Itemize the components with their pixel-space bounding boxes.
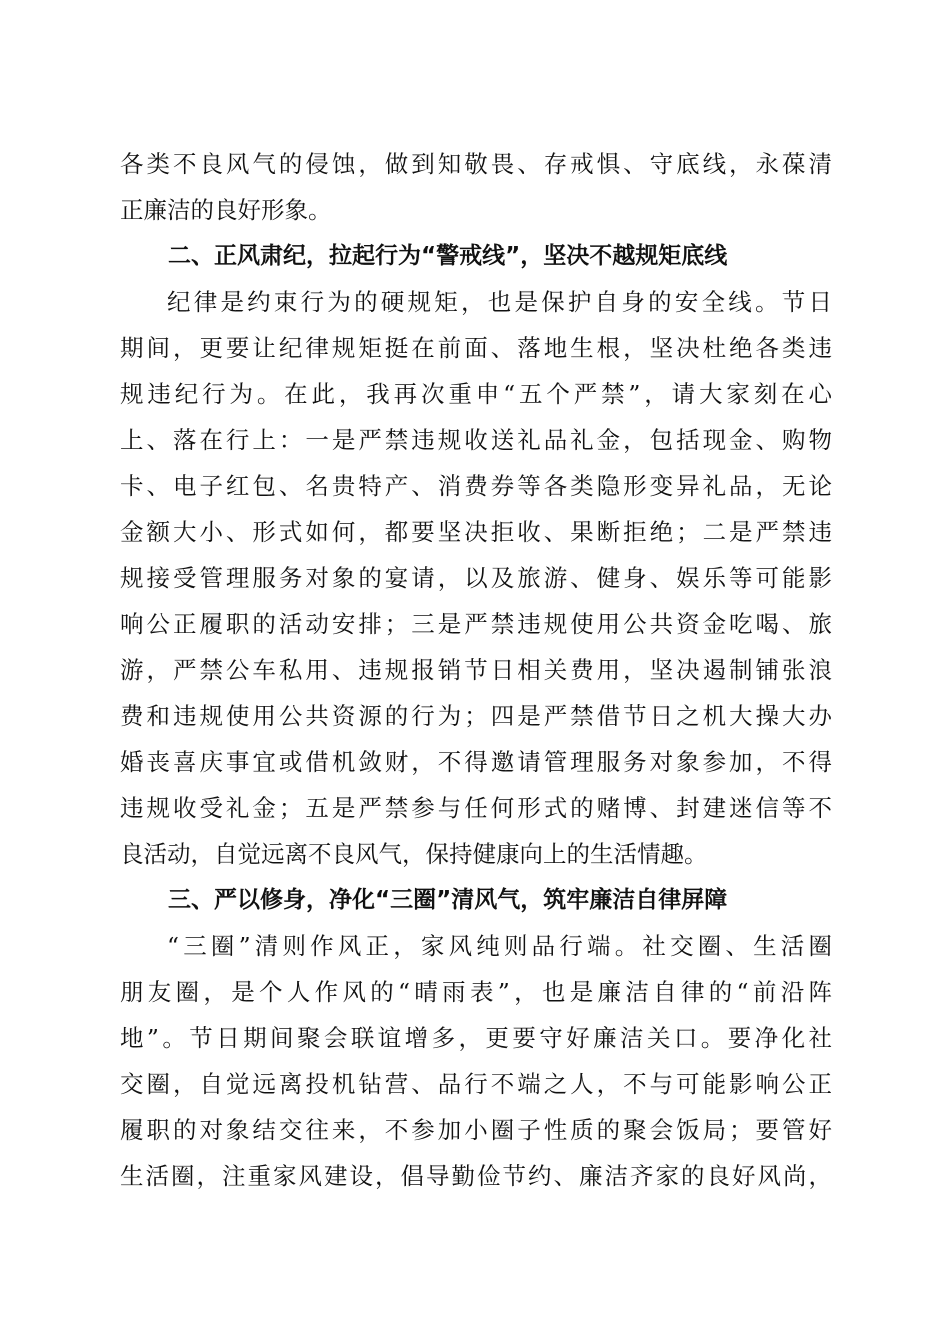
text-line: 正廉洁的良好形象。 (120, 196, 332, 224)
text-line: 卡、电子红包、名贵特产、消费券等各类隐形变异礼品，无论 (120, 472, 832, 500)
text-line: 履职的对象结交往来，不参加小圈子性质的聚会饭局；要管好 (120, 1116, 832, 1144)
section-2 (120, 233, 832, 877)
text-line: 良活动，自觉远离不良风气，保持健康向上的生活情趣。 (120, 840, 708, 868)
text-line: 金额大小、形式如何，都要坚决拒收、果断拒绝；二是严禁违 (120, 518, 832, 546)
text-line: “三圈”清则作风正，家风纯则品行端。社交圈、生活圈 (167, 932, 832, 960)
paragraph-continuation (120, 141, 832, 233)
section-3-heading: 三、严以修身，净化“三圈”清风气，筑牢廉洁自律屏障 (168, 887, 728, 913)
text-line: 规接受管理服务对象的宴请，以及旅游、健身、娱乐等可能影 (120, 564, 832, 592)
text-line: 游，严禁公车私用、违规报销节日相关费用，坚决遏制铺张浪 (120, 656, 832, 684)
text-line: 各类不良风气的侵蚀，做到知敬畏、存戒惧、守底线，永葆清 (120, 150, 832, 178)
text-line: 违规收受礼金；五是严禁参与任何形式的赌博、封建迷信等不 (120, 794, 832, 822)
text-line: 生活圈，注重家风建设，倡导勤俭节约、廉洁齐家的良好风尚， (120, 1162, 832, 1190)
text-line: 交圈，自觉远离投机钻营、品行不端之人，不与可能影响公正 (120, 1070, 832, 1098)
section-3 (120, 877, 832, 1199)
text-line: 规违纪行为。在此，我再次重申“五个严禁”，请大家刻在心 (120, 380, 832, 408)
text-line: 朋友圈，是个人作风的“晴雨表”，也是廉洁自律的“前沿阵 (120, 978, 832, 1006)
text-line: 婚丧喜庆事宜或借机敛财，不得邀请管理服务对象参加，不得 (120, 748, 832, 776)
section-2-heading: 二、正风肃纪，拉起行为“警戒线”，坚决不越规矩底线 (168, 243, 728, 269)
text-line: 期间，更要让纪律规矩挺在前面、落地生根，坚决杜绝各类违 (120, 334, 832, 362)
text-line: 响公正履职的活动安排；三是严禁违规使用公共资金吃喝、旅 (120, 610, 832, 638)
text-line: 上、落在行上：一是严禁违规收送礼品礼金，包括现金、购物 (120, 426, 832, 454)
text-line: 地”。节日期间聚会联谊增多，更要守好廉洁关口。要净化社 (120, 1024, 832, 1052)
text-line: 费和违规使用公共资源的行为；四是严禁借节日之机大操大办 (120, 702, 832, 730)
text-line: 纪律是约束行为的硬规矩，也是保护自身的安全线。节日 (167, 288, 832, 316)
